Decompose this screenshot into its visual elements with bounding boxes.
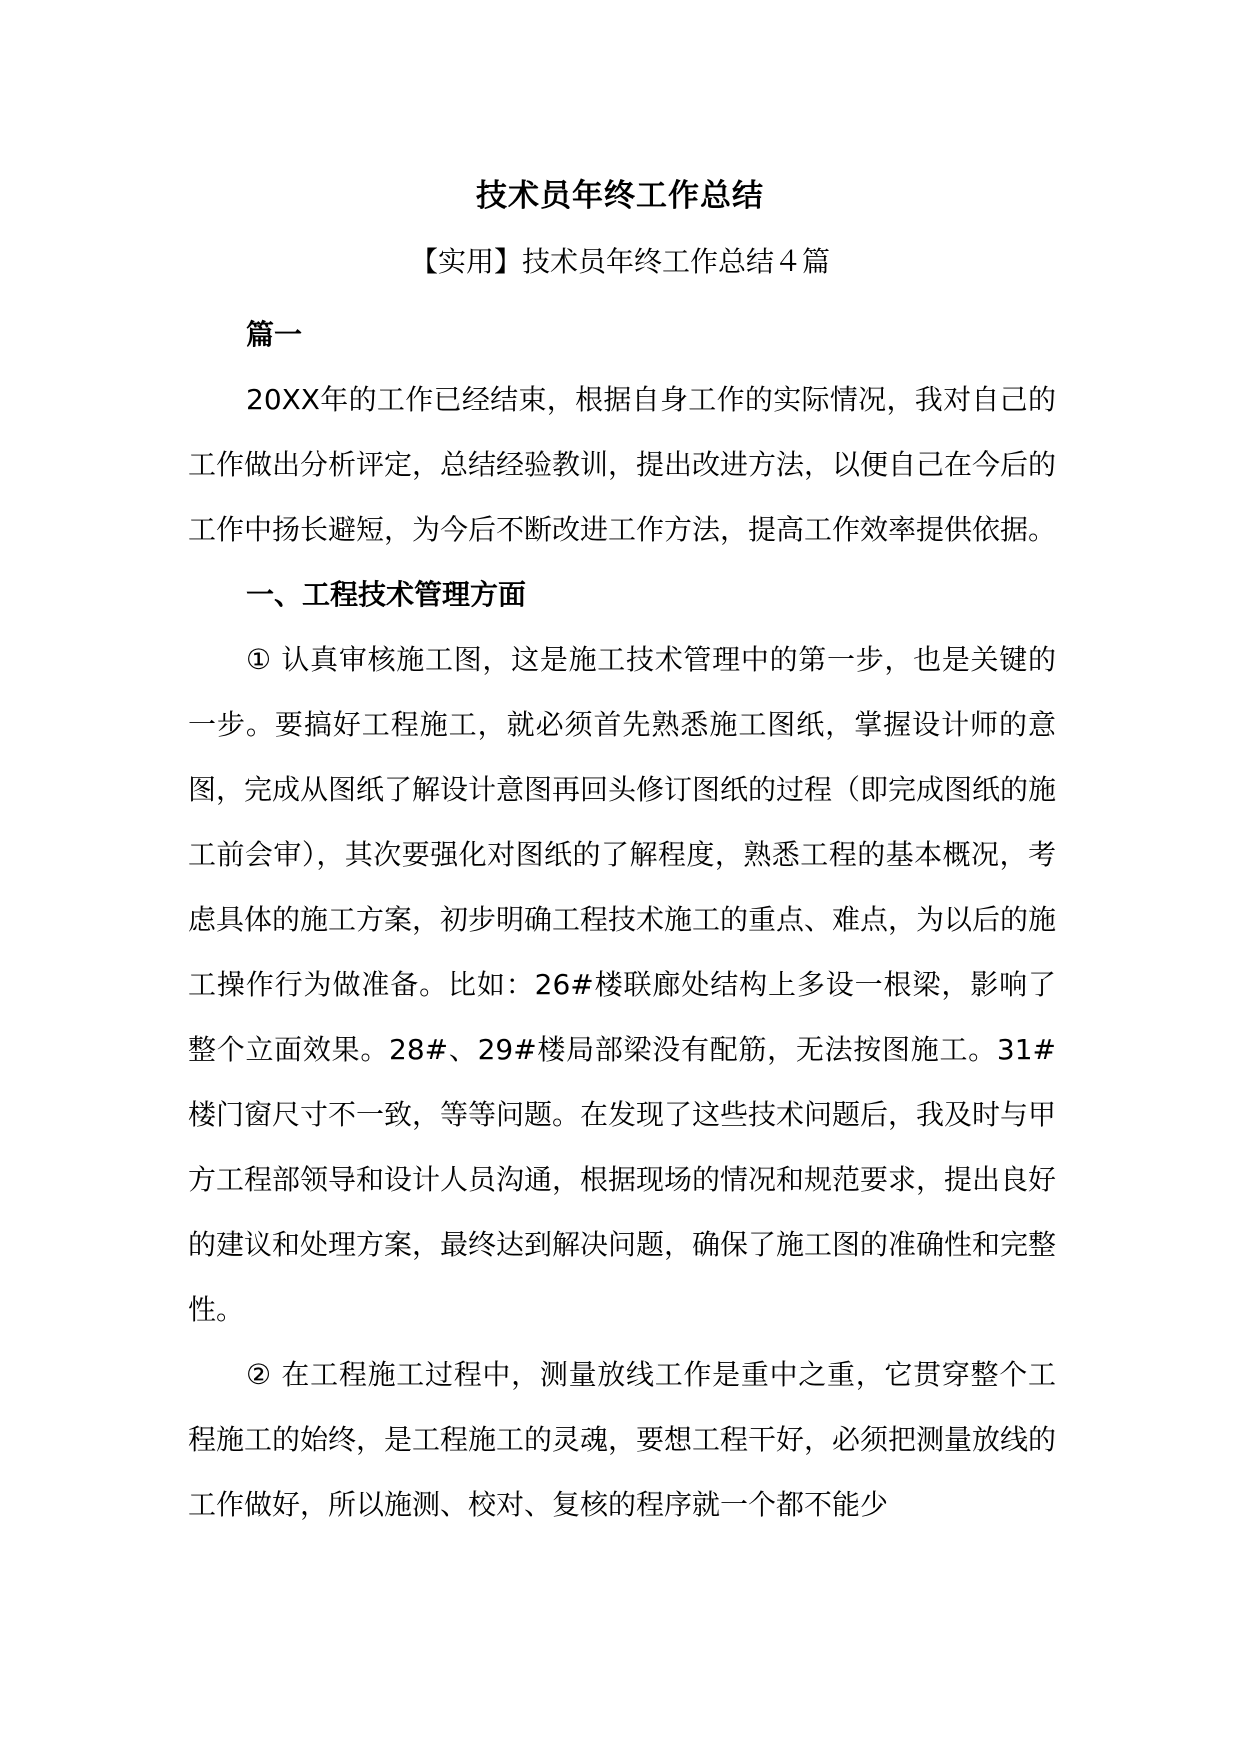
intro-paragraph: 20XX年的工作已经结束，根据自身工作的实际情况，我对自己的工作做出分析评定，总结经验教训，提出改进方法，以便自己在今后的工作中扬长避短，为今后不断改进工作方法，提高工作效率提供依据。: [188, 383, 1057, 546]
section-label: 篇一: [246, 318, 303, 351]
document-subtitle: 【实用】技术员年终工作总结４篇: [409, 245, 830, 278]
body-paragraph-2: ② 在工程施工过程中，测量放线工作是重中之重，它贯穿整个工程施工的始终，是工程施工的灵魂，要想工程干好，必须把测量放线的工作做好，所以施测、校对、复核的程序就一个都不能少: [188, 1358, 1057, 1521]
body-paragraph-1: ① 认真审核施工图，这是施工技术管理中的第一步，也是关键的一步。要搞好工程施工，就必须首先熟悉施工图纸，掌握设计师的意图，完成从图纸了解设计意图再回头修订图纸的过程（即完成图纸的施工前会审），其次要强化对图纸的了解程度，熟悉工程的基本概况，考虑具体的施工方案，初步明确工程技术施工的重点、难点，为以后的施工操作行为做准备。比如：26#楼联廊处结构上多设一根梁，影响了整个立面效果。28#、29#楼局部梁没有配筋，无法按图施工。31#楼门窗尺寸不一致，等等问题。在发现了这些技术问题后，我及时与甲方工程部领导和设计人员沟通，根据现场的情况和规范要求，提出良好的建议和处理方案，最终达到解决问题，确保了施工图的准确性和完整性。: [188, 643, 1057, 1326]
document-title: 技术员年终工作总结: [476, 178, 764, 214]
section-heading: 一、工程技术管理方面: [246, 578, 527, 611]
document-body: [188, 302, 1056, 1537]
